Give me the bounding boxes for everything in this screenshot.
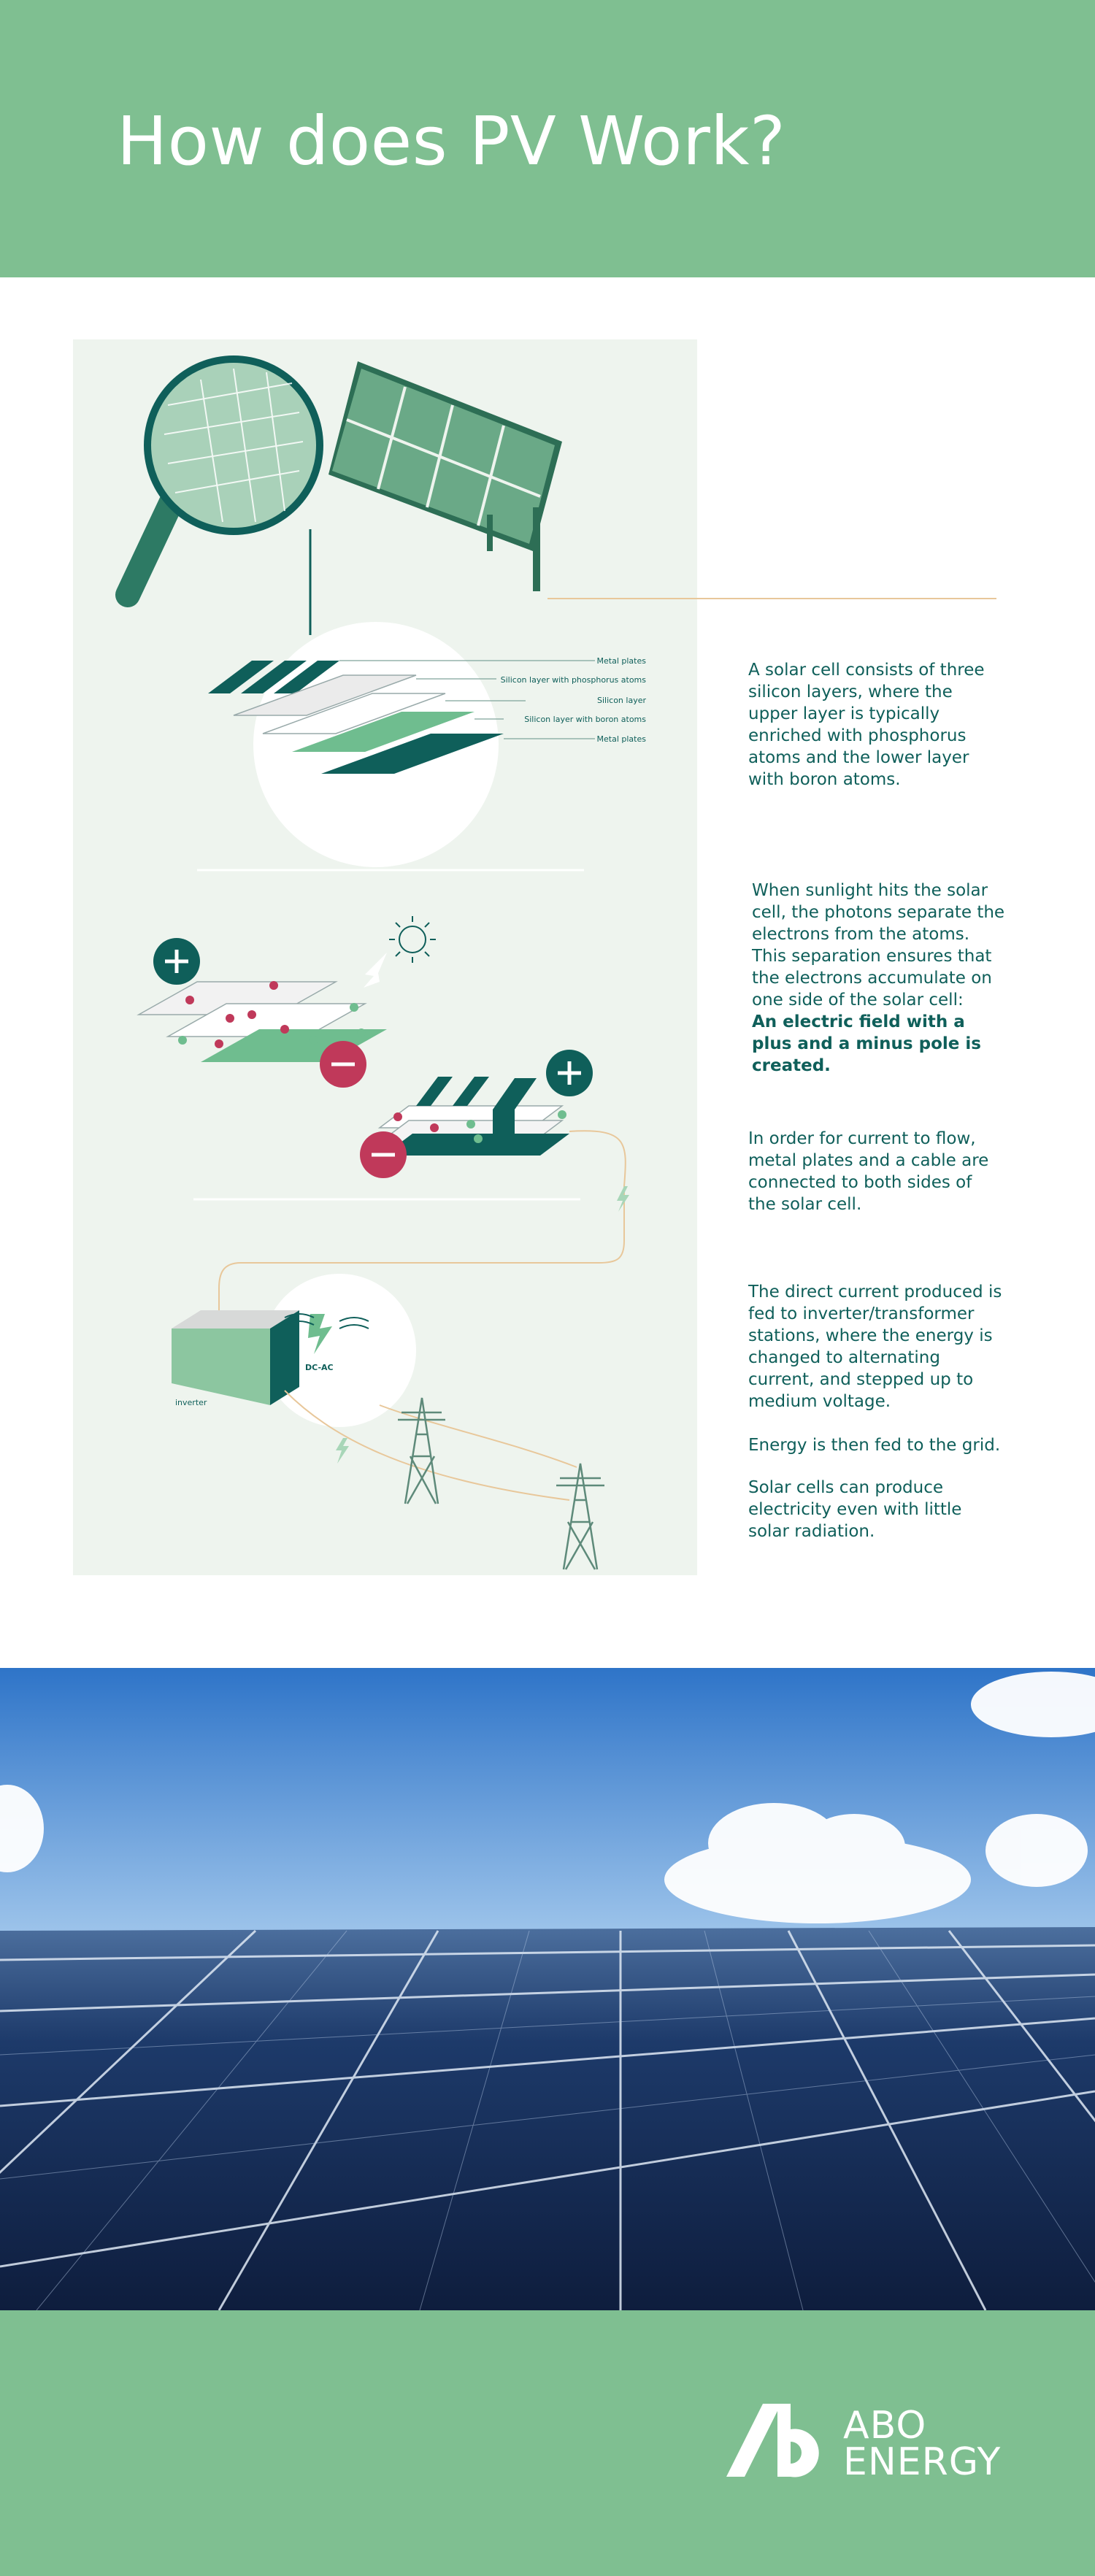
- layer-label-5: Metal plates: [596, 734, 646, 744]
- lightning-icon: [617, 1186, 629, 1212]
- layer-label-2: Silicon layer with phosphorus atoms: [500, 675, 646, 685]
- plus-icon: [546, 1050, 593, 1096]
- brand-line-2: ENERGY: [843, 2440, 1002, 2484]
- lightning-icon: [336, 1438, 349, 1464]
- step4-text: The direct current produced is fed to inverter/transformer stations, where the energy is changed to alternating current, and stepped up to medium voltage.: [748, 1283, 1002, 1411]
- step2-bold: An electric field with a plus and a minus pole is created.: [752, 1012, 981, 1075]
- header-banner: [0, 0, 1095, 277]
- inverter-label: inverter: [175, 1398, 207, 1407]
- minus-icon: [320, 1041, 366, 1088]
- sun-icon: [389, 916, 436, 963]
- minus-icon: [360, 1131, 407, 1178]
- layer-label-3: Silicon layer: [597, 696, 646, 705]
- panel-connector-line: [548, 339, 1000, 617]
- step4c-text: Solar cells can produce electricity even with little solar radiation.: [748, 1478, 962, 1541]
- page-title: How does PV Work?: [117, 102, 786, 180]
- plus-icon: [153, 938, 200, 985]
- brand-line-1: ABO: [843, 2404, 927, 2448]
- solar-panel-icon: [328, 361, 562, 591]
- step2-body: When sunlight hits the solar cell, the photons separate the electrons from the atoms. This separation ensures that the electrons accumulate on one side of the solar cell:: [752, 881, 1005, 1010]
- connected-cell: [380, 1077, 569, 1156]
- abo-logo-icon: [726, 2404, 829, 2484]
- dcac-label: DC-AC: [305, 1363, 334, 1372]
- step1-text: A solar cell consists of three silicon layers, where the upper layer is typically enriched with phosphorus atoms and the lower layer with boron atoms.: [748, 661, 985, 789]
- step3-text: In order for current to flow, metal plates and a cable are connected to both sides of the solar cell.: [748, 1129, 989, 1214]
- step2-text: [752, 880, 1007, 1077]
- brand-wordmark: [843, 2404, 1002, 2484]
- layer-label-1: Metal plates: [596, 656, 646, 666]
- step4b-text: Energy is then fed to the grid.: [748, 1436, 1001, 1455]
- pylon-icon: [556, 1464, 604, 1569]
- magnifier-icon: [128, 355, 323, 635]
- solar-field-photo: [0, 1668, 1095, 2310]
- footer-banner: [0, 2310, 1095, 2576]
- layer-label-4: Silicon layer with boron atoms: [524, 715, 646, 724]
